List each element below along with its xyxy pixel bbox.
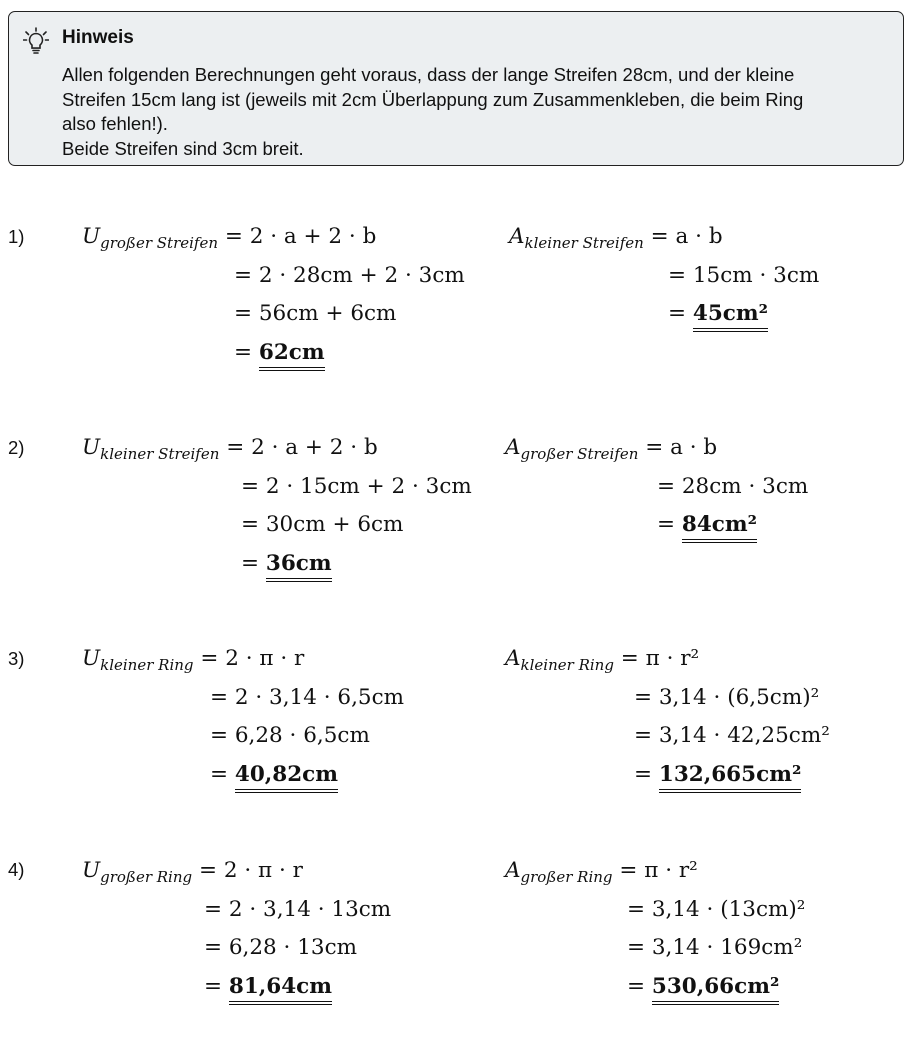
formula-line: = 15cm · 3cm	[668, 263, 820, 288]
hint-box	[8, 11, 904, 166]
formula-line: $A_{kleiner Ring} = \pi \cdot r^2$	[505, 646, 700, 674]
formula-line: = 3,14 · 42,25cm²	[634, 723, 830, 748]
formula-result-line: = 36cm	[241, 551, 332, 576]
formula-line: = 3,14 · 169cm²	[627, 935, 803, 960]
lightbulb-icon	[23, 27, 49, 55]
formula-line: $U_{großer Streifen} = 2 \cdot a + 2 \cdot b$	[82, 224, 377, 252]
formula-line: = 56cm + 6cm	[234, 301, 397, 326]
result-value: 36cm	[266, 551, 332, 582]
task-number: 2)	[8, 437, 25, 458]
formula-line: = 28cm · 3cm	[657, 474, 809, 499]
hint-line: also fehlen!).	[62, 113, 168, 135]
formula-line: $U_{kleiner Ring} = 2 \cdot \pi \cdot r$	[82, 646, 305, 674]
hint-line: Beide Streifen sind 3cm breit.	[62, 137, 304, 159]
formula-line: = 3,14 · (6,5cm)²	[634, 685, 820, 710]
formula-line: = 30cm + 6cm	[241, 512, 404, 537]
hint-title: Hinweis	[62, 27, 134, 48]
task-number: 3)	[8, 648, 25, 669]
formula-result-line: = 84cm²	[657, 512, 757, 537]
formula-line: $U_{großer Ring} = 2 \cdot \pi \cdot r$	[82, 858, 303, 886]
formula-line: $A_{kleiner Streifen} = a \cdot b$	[509, 224, 723, 252]
result-value: 40,82cm	[235, 762, 338, 793]
formula-line: $U_{kleiner Streifen} = 2 \cdot a + 2 \cdot b$	[82, 435, 378, 463]
formula-line: = 2 · 15cm + 2 · 3cm	[241, 474, 472, 499]
formula-line: = 6,28 · 6,5cm	[210, 723, 370, 748]
formula-line: $A_{großer Ring} = \pi \cdot r^2$	[505, 858, 698, 886]
task-number: 1)	[8, 226, 25, 247]
result-value: 81,64cm	[229, 974, 332, 1005]
result-value: 62cm	[259, 340, 325, 371]
formula-line: $A_{großer Streifen} = a \cdot b$	[505, 435, 718, 463]
hint-line: Allen folgenden Berechnungen geht voraus, dass der lange Streifen 28cm, und der kleine	[62, 64, 795, 85]
formula-lhs: $U_{kleiner Ring}$	[82, 646, 194, 674]
formula-lhs: $A_{kleiner Streifen}$	[509, 224, 644, 252]
formula-lhs: $A_{großer Ring}$	[505, 858, 613, 886]
formula-result-line: = 45cm²	[668, 301, 768, 326]
formula-line: = 2 · 3,14 · 13cm	[204, 897, 392, 922]
formula-lhs: $U_{kleiner Streifen}$	[82, 435, 220, 463]
task-number: 4)	[8, 859, 25, 880]
result-value: 84cm²	[682, 512, 757, 543]
formula-result-line: = 81,64cm	[204, 974, 332, 999]
result-value: 45cm²	[693, 301, 768, 332]
formula-line: = 2 · 28cm + 2 · 3cm	[234, 263, 465, 288]
formula-line: = 2 · 3,14 · 6,5cm	[210, 685, 405, 710]
formula-lhs: $U_{großer Streifen}$	[82, 224, 219, 252]
formula-result-line: = 132,665cm²	[634, 762, 801, 787]
formula-line: = 6,28 · 13cm	[204, 935, 358, 960]
formula-result-line: = 530,66cm²	[627, 974, 779, 999]
formula-lhs: $U_{großer Ring}$	[82, 858, 193, 886]
hint-text	[62, 63, 892, 161]
formula-result-line: = 62cm	[234, 340, 325, 365]
result-value: 132,665cm²	[659, 762, 802, 793]
formula-lhs: $A_{großer Streifen}$	[505, 435, 639, 463]
formula-result-line: = 40,82cm	[210, 762, 338, 787]
formula-lhs: $A_{kleiner Ring}$	[505, 646, 614, 674]
result-value: 530,66cm²	[652, 974, 780, 1005]
formula-line: = 3,14 · (13cm)²	[627, 897, 806, 922]
hint-line: Streifen 15cm lang ist (jeweils mit 2cm Überlappung zum Zusammenkleben, die beim Ring	[62, 88, 804, 110]
